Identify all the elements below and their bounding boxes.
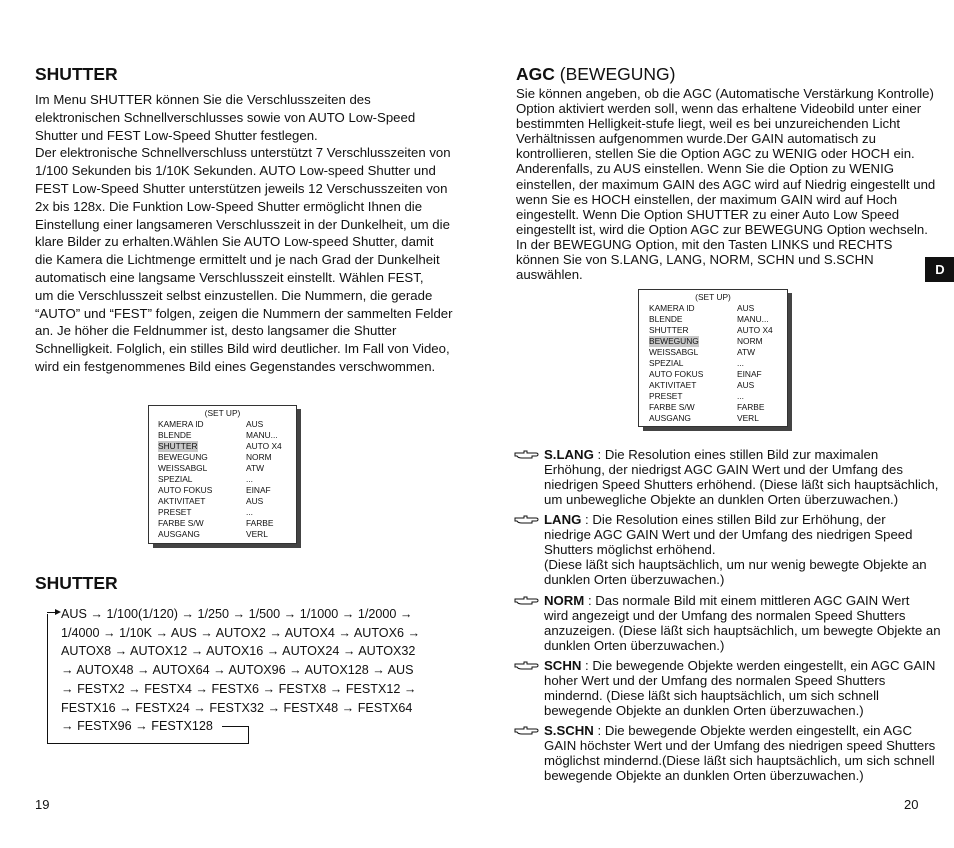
option-first-line bbox=[544, 512, 944, 527]
menu-item-label: BLENDE bbox=[158, 430, 192, 440]
option-line: bewegende Objekte an dunklen Orten überzuwachen.) bbox=[544, 703, 864, 719]
menu-row bbox=[149, 441, 296, 452]
text-line: können Sie von S.LANG, LANG, NORM, SCHN und S.SCHN bbox=[516, 252, 874, 268]
text-line: um die Verschlusszeit selbst einzustellen. Die Nummern, die gerade bbox=[35, 287, 433, 303]
shutter-heading: SHUTTER bbox=[35, 64, 118, 84]
menu-item-value: AUTO X4 bbox=[246, 441, 282, 451]
option-first-line bbox=[544, 593, 944, 608]
menu-row bbox=[149, 474, 296, 485]
menu-item-value: FARBE bbox=[737, 402, 765, 412]
option-term: NORM bbox=[544, 593, 585, 608]
menu-item-label: PRESET bbox=[158, 507, 192, 517]
option-first-line bbox=[544, 723, 944, 738]
text-line: bestimmten Helligkeit-stufe liegt, weil es bei unzureichenden Licht bbox=[516, 116, 901, 132]
menu-item-value: EINAF bbox=[246, 485, 271, 495]
agc-heading bbox=[516, 64, 675, 84]
menu-row bbox=[149, 485, 296, 496]
menu-item-value: ATW bbox=[737, 347, 755, 357]
menu-item-value: AUTO X4 bbox=[737, 325, 773, 335]
shutter-description bbox=[35, 91, 455, 376]
text-line: Schnelligkeit. Folglich, ein stilles Bild wird deutlicher. Im Fall von Video, bbox=[35, 341, 450, 357]
sequence-line: 1/4000 → 1/10K → AUS → AUTOX2 → AUTOX4 → AUTOX6 → bbox=[61, 625, 421, 640]
menu-item-label: SHUTTER bbox=[158, 441, 198, 451]
menu-row bbox=[639, 303, 787, 314]
menu-item-value: FARBE bbox=[246, 518, 274, 528]
option-line: bewegende Objekte an dunklen Orten überzuwachen.) bbox=[544, 768, 864, 784]
shutter-sequence bbox=[61, 605, 441, 736]
menu-item-value: NORM bbox=[737, 336, 763, 346]
agc-heading-bold: AGC bbox=[516, 64, 555, 84]
menu-item-label: AUTO FOKUS bbox=[649, 369, 704, 379]
menu-item-label: AUSGANG bbox=[649, 413, 691, 423]
setup-menu-bewegung bbox=[638, 289, 792, 431]
text-line: an. Je höher die Feldnummer ist, desto langsamer die Shutter bbox=[35, 323, 397, 339]
text-line: elektronischen Schnellverschlusses sowie von AUTO Low-Speed bbox=[35, 109, 416, 125]
menu-title: (SET UP) bbox=[695, 292, 731, 302]
menu-item-value: AUS bbox=[246, 496, 264, 506]
text-line: 2x bis 128x. Die Funktion Low-Speed Shutter ermöglicht Ihnen die bbox=[35, 198, 423, 214]
sequence-line: AUTOX8 → AUTOX12 → AUTOX16 → AUTOX24 → AUTOX32 bbox=[61, 644, 416, 659]
option-line: mindernd. (Diese läßt sich hauptsächlich, um sich schnell bbox=[544, 688, 879, 704]
menu-item-value: AUS bbox=[246, 419, 264, 429]
menu-item-label: PRESET bbox=[649, 391, 683, 401]
text-line: Sie können angeben, ob die AGC (Automatische Verstärkung Kontrolle) bbox=[516, 86, 934, 101]
agc-heading-normal: (BEWEGUNG) bbox=[554, 64, 676, 84]
menu-item-value: VERL bbox=[246, 529, 268, 539]
pointing-hand-icon bbox=[514, 724, 540, 736]
option-line: dunklen Orten überzuwachen.) bbox=[544, 572, 725, 588]
menu-row bbox=[639, 413, 787, 424]
option-line: möglichst mindernd.(Diese läßt sich hauptsächlich, um sich schnell bbox=[544, 753, 935, 769]
option-line: dunklen Orten überzuwachen.) bbox=[544, 638, 725, 654]
menu-row bbox=[639, 347, 787, 358]
menu-row bbox=[639, 358, 787, 369]
sequence-line: → FESTX2 → FESTX4 → FESTX6 → FESTX8 → FESTX12 → bbox=[61, 681, 417, 696]
setup-menu-panel bbox=[638, 289, 788, 427]
option-text bbox=[544, 512, 944, 587]
option-term: S.LANG bbox=[544, 447, 594, 462]
menu-item-label: WEISSABGL bbox=[158, 463, 208, 473]
shutter-sequence-heading: SHUTTER bbox=[35, 573, 118, 593]
menu-row bbox=[639, 391, 787, 402]
pointing-hand-icon bbox=[514, 513, 540, 525]
section-tab-d: D bbox=[925, 257, 954, 282]
menu-item-label: BLENDE bbox=[649, 314, 683, 324]
text-line: wenn Sie es HOCH einstellen, der maximum GAIN wird auf Hoch bbox=[516, 191, 898, 207]
option-desc: : Die Resolution eines stillen Bild zur Erhöhung, der bbox=[581, 512, 886, 527]
option-line: (Diese läßt sich hauptsächlich, um nur wenig bewegte Objekte an bbox=[544, 557, 927, 573]
option-line: wird angezeigt und der Umfang des normalen Speed Shutters bbox=[544, 608, 906, 624]
menu-item-label: AUSGANG bbox=[158, 529, 200, 539]
text-line: Der elektronische Schnellverschluss unterstützt 7 Verschlusszeiten von bbox=[35, 145, 451, 161]
menu-row bbox=[149, 463, 296, 474]
option-line: niedrigen Speed Shutters erhöhend. (Diese läßt sich hauptsächlich, bbox=[544, 477, 939, 493]
menu-item-value: MANU... bbox=[737, 314, 769, 324]
sequence-line: AUS → 1/100(1/120) → 1/250 → 1/500 → 1/1000 → 1/2000 → bbox=[61, 607, 413, 621]
menu-item-label: FARBE S/W bbox=[158, 518, 204, 528]
menu-item-label: FARBE S/W bbox=[649, 402, 695, 412]
menu-item-value: EINAF bbox=[737, 369, 762, 379]
menu-item-value: AUS bbox=[737, 303, 755, 313]
option-first-line bbox=[544, 658, 944, 673]
agc-description bbox=[516, 86, 941, 282]
pointing-hand-icon bbox=[514, 448, 540, 460]
menu-item-value: NORM bbox=[246, 452, 272, 462]
menu-row bbox=[639, 402, 787, 413]
option-desc: : Das normale Bild mit einem mittleren AGC GAIN Wert bbox=[584, 593, 910, 608]
sequence-line: FESTX16 → FESTX24 → FESTX32 → FESTX48 → FESTX64 bbox=[61, 700, 413, 715]
text-line: auswählen. bbox=[516, 267, 583, 283]
pointing-hand-icon bbox=[514, 659, 540, 671]
menu-row bbox=[149, 452, 296, 463]
sequence-bracket bbox=[47, 614, 48, 743]
setup-menu-shutter bbox=[148, 405, 301, 548]
sequence-line: → AUTOX48 → AUTOX64 → AUTOX96 → AUTOX128 → AUS bbox=[61, 663, 414, 678]
text-line: die Kamera die Lichtmenge ermittelt und je nach Grad der Dunkelheit bbox=[35, 252, 440, 268]
menu-item-label: SPEZIAL bbox=[158, 474, 193, 484]
option-line: hoher Wert und der Umfang des normalen Speed Shutters bbox=[544, 673, 886, 689]
menu-item-value: ... bbox=[737, 358, 744, 368]
option-desc: : Die Resolution eines stillen Bild zur maximalen bbox=[593, 447, 879, 462]
option-text bbox=[544, 723, 944, 783]
menu-title: (SET UP) bbox=[204, 408, 241, 418]
text-line: “AUTO” und “FEST” folgen, zeigen die Nummern der sammelten Felder bbox=[35, 305, 453, 321]
option-line: niedrige AGC GAIN Wert und der Umfang des niedrigen Speed bbox=[544, 527, 913, 543]
menu-item-value: VERL bbox=[737, 413, 759, 423]
option-line: Shutters möglichst erhöhend. bbox=[544, 542, 716, 558]
page-number-right: 20 bbox=[904, 797, 919, 812]
text-line: Einstellung einer langsameren Verschlusszeit in der Dunkelheit, um die bbox=[35, 216, 450, 232]
option-text bbox=[544, 593, 944, 653]
text-line: In der BEWEGUNG Option, mit den Tasten LINKS und RECHTS bbox=[516, 236, 893, 252]
page-number-left: 19 bbox=[35, 797, 50, 812]
text-line: Verhältnissen aufgenommen wurde.Der GAIN automatisch zu bbox=[516, 131, 876, 147]
menu-row bbox=[149, 507, 296, 518]
menu-item-label: BEWEGUNG bbox=[158, 452, 208, 462]
sequence-line: → FESTX96 → FESTX128 bbox=[61, 719, 213, 734]
pointing-hand-icon bbox=[514, 594, 540, 606]
text-line: klare Bilder zu erhalten.Wählen Sie AUTO Low-speed Shutter, damit bbox=[35, 234, 434, 250]
menu-item-value: ... bbox=[246, 507, 253, 517]
option-desc: : Die bewegende Objekte werden eingestellt, ein AGC GAIN bbox=[581, 658, 936, 673]
menu-item-label: KAMERA ID bbox=[649, 303, 695, 313]
menu-item-label: AUTO FOKUS bbox=[158, 485, 213, 495]
option-desc: : Die bewegende Objekte werden eingestellt, ein AGC bbox=[593, 723, 912, 738]
sequence-bracket bbox=[47, 743, 249, 744]
menu-row bbox=[149, 518, 296, 529]
option-term: SCHN bbox=[544, 658, 582, 673]
menu-row bbox=[639, 380, 787, 391]
menu-item-value: ATW bbox=[246, 463, 264, 473]
menu-row bbox=[639, 336, 787, 347]
menu-row bbox=[149, 419, 296, 430]
option-line: Erhöhung, der niedrigst AGC GAIN Wert und der Umfang des bbox=[544, 462, 903, 478]
option-line: GAIN höchster Wert und der Umfang des niedrigen speed Shutters bbox=[544, 738, 936, 754]
option-line: anzuzeigen. (Diese läßt sich hauptsächlich, um bewegte Objekte an bbox=[544, 623, 941, 639]
menu-row bbox=[149, 430, 296, 441]
menu-item-value: MANU... bbox=[246, 430, 278, 440]
menu-item-label: AKTIVITAET bbox=[158, 496, 206, 506]
option-line: um unbewegliche Objekte an dunklen Orten überzuwachen.) bbox=[544, 492, 899, 508]
menu-row bbox=[149, 529, 296, 540]
menu-row bbox=[639, 325, 787, 336]
text-line: kontrollieren, stellen Sie die Option AGC zu WENIG oder HOCH ein. bbox=[516, 146, 915, 162]
text-line: einstellen, der maximum GAIN des AGC wird auf Niedrig eingestellt und bbox=[516, 176, 936, 192]
menu-item-label: SHUTTER bbox=[649, 325, 689, 335]
menu-item-label: AKTIVITAET bbox=[649, 380, 697, 390]
setup-menu-panel bbox=[148, 405, 297, 544]
option-first-line bbox=[544, 447, 944, 462]
text-line: automatisch eine langsame Verschlusszeit einstellt. Wählen FEST, bbox=[35, 269, 424, 285]
menu-item-value: ... bbox=[246, 474, 253, 484]
menu-row bbox=[639, 369, 787, 380]
menu-item-label: WEISSABGL bbox=[649, 347, 699, 357]
option-text bbox=[544, 658, 944, 718]
option-term: S.SCHN bbox=[544, 723, 594, 738]
text-line: 1/100 Sekunden bis 1/10K Sekunden. AUTO Low-speed Shutter und bbox=[35, 163, 436, 179]
text-line: eingestellt. Wenn Die Option SHUTTER zu einer Auto Low Speed bbox=[516, 206, 900, 222]
text-line: Option aktiviert werden soll, wenn das erhaltene Videobild unter einer bbox=[516, 101, 922, 117]
option-text bbox=[544, 447, 944, 507]
text-line: FEST Low-Speed Shutter unterstützen jeweils 12 Verschusszeiten von bbox=[35, 180, 448, 196]
menu-item-value: ... bbox=[737, 391, 744, 401]
menu-item-label: SPEZIAL bbox=[649, 358, 684, 368]
text-line: eingestellt ist, wird die Option AGC zur BEWEGUNG Option wechseln. bbox=[516, 221, 928, 237]
menu-item-label: KAMERA ID bbox=[158, 419, 204, 429]
text-line: Shutter und FEST Low-Speed Shutter festlegen. bbox=[35, 127, 318, 143]
text-line: Anderenfalls, zu AUS einstellen. Wenn Sie die Option zu WENIG bbox=[516, 161, 894, 177]
option-term: LANG bbox=[544, 512, 582, 527]
text-line: wird ein festgenommenes Bild eines Gegenstandes verschwommen. bbox=[35, 358, 436, 374]
menu-row bbox=[639, 314, 787, 325]
text-line: Im Menu SHUTTER können Sie die Verschlusszeiten des bbox=[35, 92, 371, 107]
menu-item-value: AUS bbox=[737, 380, 755, 390]
menu-item-label: BEWEGUNG bbox=[649, 336, 699, 346]
menu-row bbox=[149, 496, 296, 507]
